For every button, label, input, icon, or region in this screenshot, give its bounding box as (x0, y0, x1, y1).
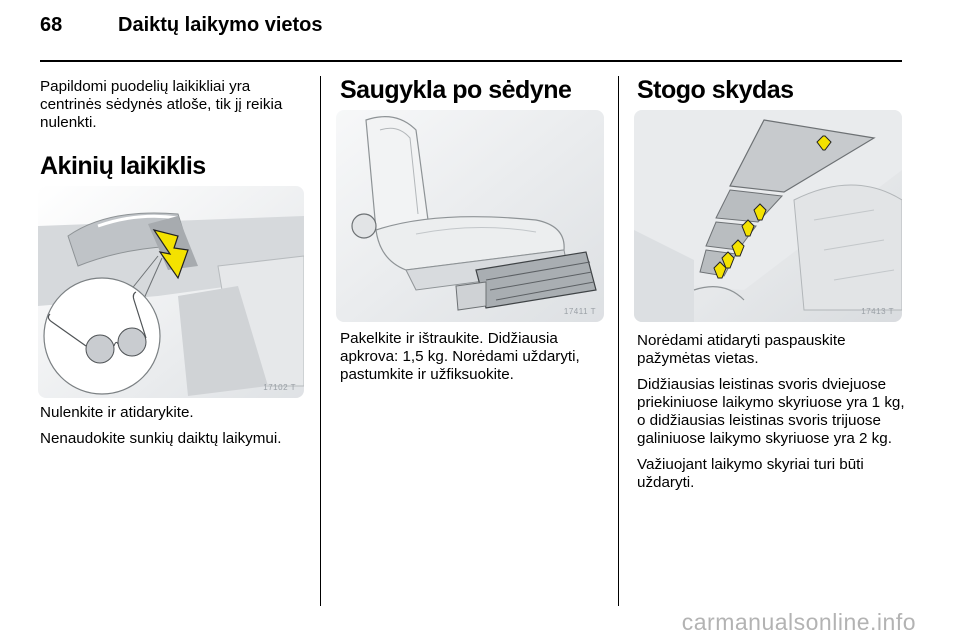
paragraph: Norėdami atidaryti paspauskite pažymėtas vietas. (637, 332, 846, 367)
figure-code: 17413 T (861, 307, 894, 316)
section-heading-under-seat-storage: Saugykla po sėdyne (340, 76, 572, 104)
section-heading-glasses-holder: Akinių laikiklis (40, 152, 206, 180)
intro-paragraph: Papildomi puodelių laikikliai yra centrinės sėdynės atloše, tik jį reikia nulenkti. (40, 78, 283, 131)
watermark: carmanualsonline.info (681, 609, 916, 635)
page-title: Daiktų laikymo vietos (118, 14, 323, 36)
column-divider-2 (618, 76, 619, 606)
paragraph: Pakelkite ir ištraukite. Didžiausia apkrova: 1,5 kg. Norėdami uždaryti, pastumkite ir užfiksuokite. (340, 330, 580, 383)
under-seat-storage-illustration (336, 110, 604, 322)
column-2-body (340, 330, 610, 392)
section-heading-roof-console: Stogo skydas (637, 76, 794, 104)
paragraph: Važiuojant laikymo skyriai turi būti uždaryti. (637, 456, 864, 491)
paragraph: Nulenkite ir atidarykite. (40, 404, 194, 421)
paragraph: Nenaudokite sunkių daiktų laikymui. (40, 430, 282, 447)
column-divider-1 (320, 76, 321, 606)
figure-code: 17102 T (263, 383, 296, 392)
column-3-body (637, 332, 907, 500)
page-number: 68 (40, 14, 63, 36)
roof-console-illustration (634, 110, 902, 322)
figure-code: 17411 T (563, 307, 596, 316)
column-1-body (40, 404, 310, 456)
column-1-intro (40, 78, 310, 140)
paragraph: Didžiausias leistinas svoris dviejuose priekiniuose laikymo skyriuose yra 1 kg, o didžiausias leistinas svoris trijuose galiniuose laikymo skyriuose yra 2 kg. (637, 376, 905, 447)
glasses-holder-illustration (38, 186, 304, 398)
header-rule (40, 60, 902, 62)
